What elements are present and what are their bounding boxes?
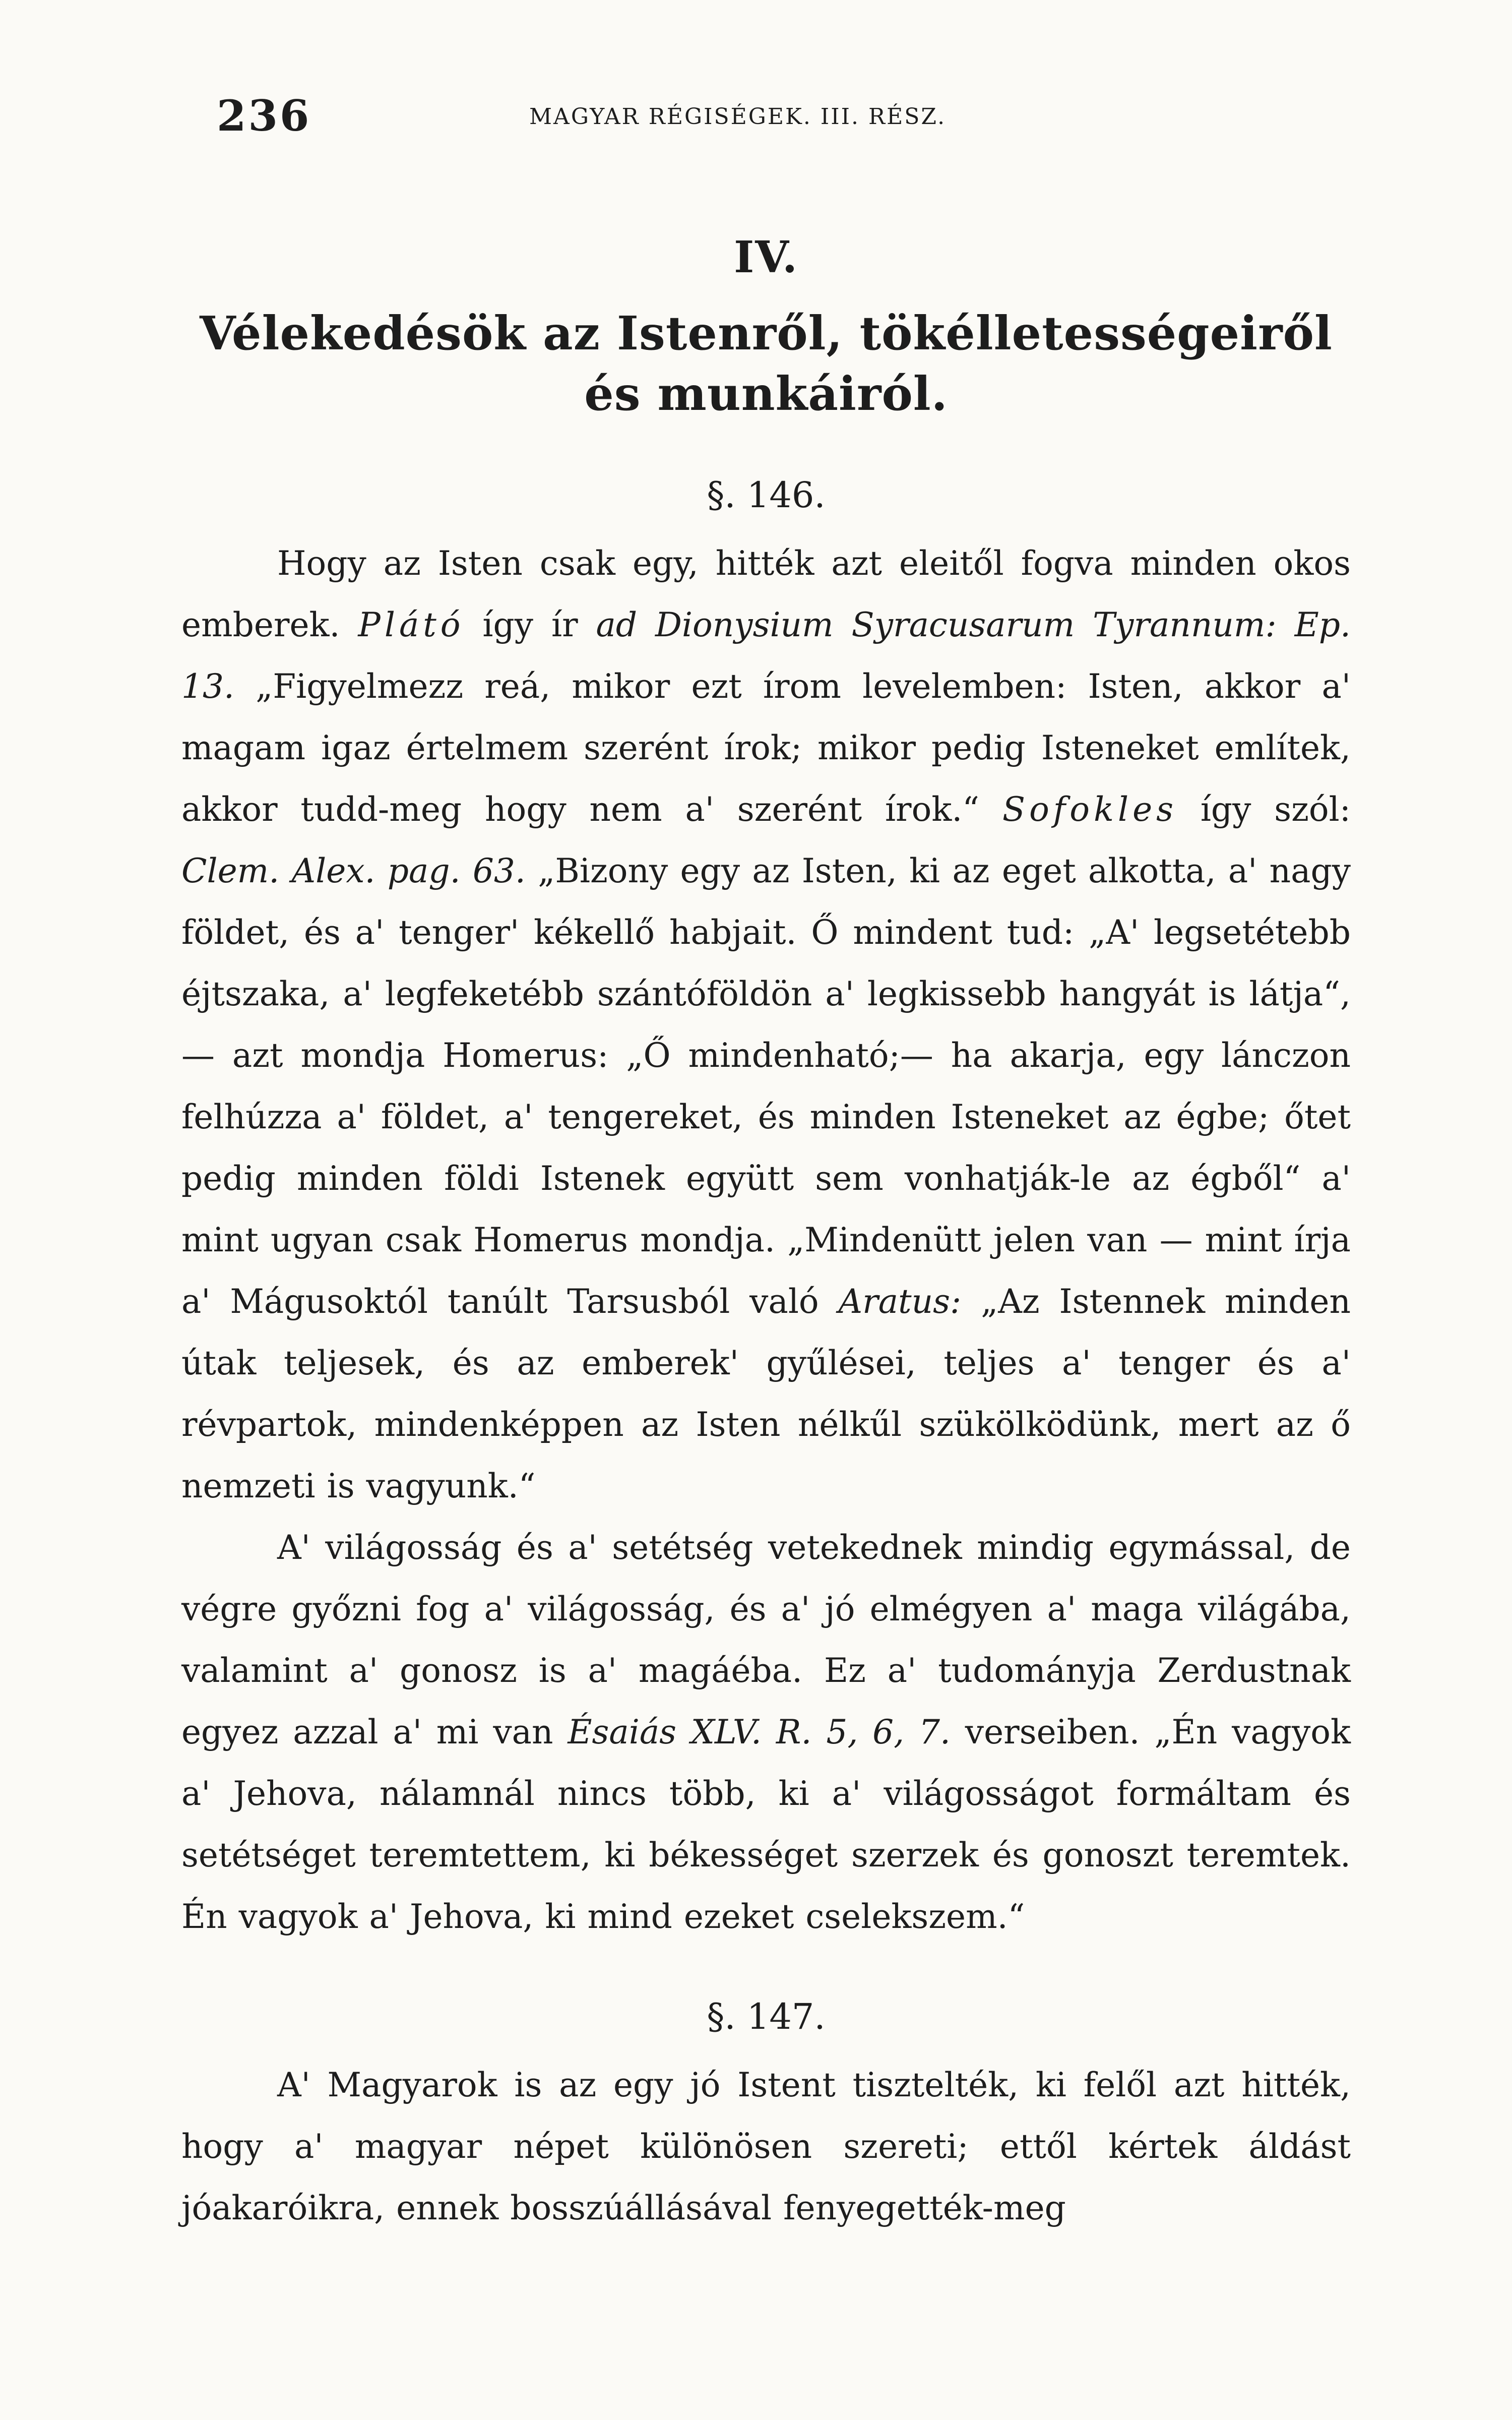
author-plato: Plátó — [358, 606, 465, 644]
text-run: verseiben. „Én vagyok a' Jehova, nálamnál nincs több, ki a' világosságot formáltam és setétséget teremtettem, ki békességet szerzek és gonoszt teremtek. Én vagyok a' Jehova, ki mind ezeket cselekszem.“ — [181, 1713, 1351, 1936]
citation-plato: ad Dionysium Syracusarum Tyrannum: Ep. 13. — [181, 606, 1351, 706]
running-head — [181, 76, 1351, 156]
text-run: „Bizony egy az Isten, ki az eget alkotta, a' nagy földet, és a' tenger' kékellő habjait. Ő mindent tud: „A' legsetétebb éjtszaka, a' legfeketébb szántóföldön a' legkissebb hangyát is látja“, — azt mondja Homerus: „Ő mindenható;— ha akarja, egy lánczon felhúzza a' földet, a' tengereket, és minden Isteneket az égbe; őtet pedig minden földi Istenek együtt sem vonhatják-le az égből“ a' mint ugyan csak Homerus mondja. „Mindenütt jelen van — mint írja a' Mágusoktól tanúlt Tarsusból való — [181, 852, 1351, 1321]
text-run: így szól: — [1177, 790, 1351, 829]
author-sofokles: Sofokles — [1002, 790, 1178, 829]
text-run: így ír — [464, 606, 596, 644]
chapter-title — [136, 303, 1396, 424]
text-run: Hogy az Isten csak egy, hitték azt eleitől fogva minden okos emberek. — [181, 544, 1351, 644]
section-146-paragraph-1 — [181, 533, 1351, 1517]
section-147-heading: §. 147. — [707, 1996, 826, 2037]
text-run: „Figyelmezz reá, mikor ezt írom levelemben: Isten, akkor a' magam igaz értelmem szerént írok; mikor pedig Isteneket említek, akkor tudd-meg hogy nem a' szerént írok.“ — [181, 667, 1351, 829]
text-run: „Az Istennek minden útak teljesek, és az emberek' gyűlései, teljes a' tenger és a' révpartok, mindenképpen az Isten nélkűl szükölködünk, mert az ő nemzeti is vagyunk.“ — [181, 1282, 1351, 1505]
section-146-paragraph-2 — [181, 1517, 1351, 1948]
section-147-paragraph-1: A' Magyarok is az egy jó Istent tisztelték, ki felől azt hitték, hogy a' magyar népet különösen szereti; ettől kértek áldást jóakaróikra, ennek bosszúállásával fenyegették-meg — [181, 2066, 1351, 2227]
book-page — [181, 76, 1351, 2239]
chapter-number: IV. — [734, 232, 798, 283]
citation-esaias: Ésaiás XLV. R. 5, 6, 7. — [568, 1713, 951, 1751]
citation-clement: Clem. Alex. pag. 63. — [181, 852, 526, 890]
section-146-heading: §. 146. — [707, 474, 826, 516]
page-number: 236 — [217, 91, 311, 141]
chapter-title-line-1: Vélekedésök az Istenről, tökélletességeiről — [200, 306, 1333, 360]
chapter-title-line-2: és munkáiról. — [584, 367, 948, 421]
author-aratus: Aratus: — [838, 1282, 962, 1321]
text-run: A' világosság és a' setétség vetekednek mindig egymással, de végre győzni fog a' világosság, és a' jó elmégyen a' maga világába, valamint a' gonosz is a' magáéba. Ez a' tudományja Zerdustnak egyez azzal a' mi van — [181, 1528, 1351, 1751]
running-title: MAGYAR RÉGISÉGEK. III. RÉSZ. — [529, 104, 947, 130]
